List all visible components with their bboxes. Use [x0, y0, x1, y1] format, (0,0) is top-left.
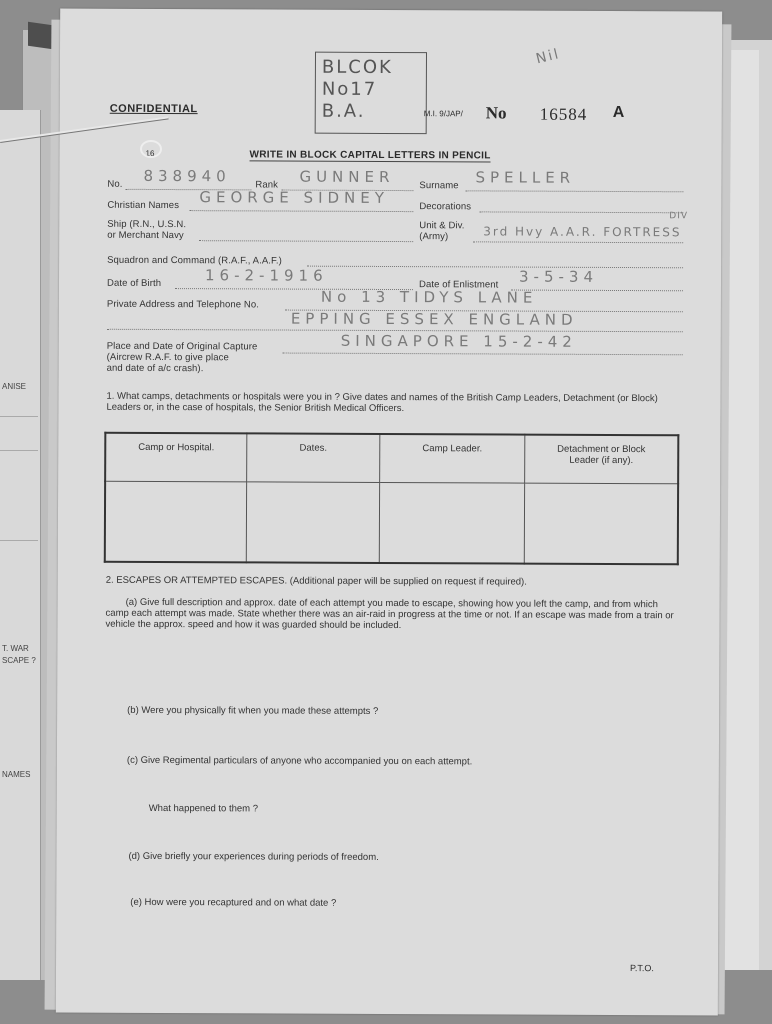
capture-label-3: and date of a/c crash).	[106, 362, 204, 375]
decorations-line	[479, 211, 683, 213]
question-2d: (d) Give briefly your experiences during periods of freedom.	[128, 850, 379, 863]
pto-label: P.T.O.	[629, 963, 654, 974]
address-line-2-value: EPPING ESSEX ENGLAND	[290, 309, 578, 329]
header-detachment-leader: Detachment or Block Leader (if any).	[525, 435, 679, 484]
rank-label: Rank	[255, 179, 279, 191]
left-sheet-text: T. WAR	[2, 644, 29, 653]
table-row	[105, 481, 678, 564]
service-number-value: 838940	[143, 166, 231, 186]
unit-label-2: (Army)	[419, 231, 449, 243]
question-2a: (a) Give full description and approx. date of each attempt you made to escape, showing how you left the camp, and from which camp each attempt was made. State whether there was an air-raid in progress at the time or not. If an escape was made from a train or vehicle the approx. speed and how it was guarded should be included.	[105, 596, 674, 632]
surname-label: Surname	[419, 180, 459, 192]
capture-line	[283, 353, 683, 356]
dob-label: Date of Birth	[106, 277, 162, 290]
instruction-heading: WRITE IN BLOCK CAPITAL LETTERS IN PENCIL	[249, 149, 491, 162]
block-stamp	[315, 52, 427, 134]
unit-value-2: DIV	[669, 211, 689, 222]
left-sheet-text: SCAPE ?	[2, 656, 36, 665]
stamp-line-1: BLCOK	[321, 56, 393, 79]
stamp-line-3: B.A.	[321, 100, 366, 122]
question-2c: (c) Give Regimental particulars of anyone who accompanied you on each attempt.	[126, 754, 473, 768]
question-2b: (b) Were you physically fit when you made these attempts ?	[127, 704, 379, 717]
camps-table	[104, 432, 680, 566]
margin-mark: 16	[145, 148, 155, 158]
serial-suffix: A	[612, 103, 625, 122]
rank-value: GUNNER	[299, 167, 395, 187]
left-sheet-text: ANISE	[2, 382, 27, 391]
surname-value: SPELLER	[475, 168, 576, 187]
ship-line	[199, 240, 413, 242]
unit-label-1: Unit & Div.	[419, 220, 465, 232]
address-label: Private Address and Telephone No.	[106, 298, 259, 311]
interrogation-form	[56, 9, 722, 1016]
question-2e: (e) How were you recaptured and on what date ?	[130, 896, 337, 909]
left-sheet-rule	[0, 450, 38, 451]
decorations-label: Decorations	[419, 201, 472, 213]
capture-value: SINGAPORE 15-2-42	[340, 331, 577, 351]
enlistment-label: Date of Enlistment	[418, 279, 499, 291]
christian-names-value: GEORGE SIDNEY	[199, 188, 389, 207]
capture-label-2: (Aircrew R.A.F. to give place	[106, 351, 229, 364]
left-underlying-sheet	[0, 110, 41, 980]
table-cell	[524, 483, 678, 564]
christian-names-label: Christian Names	[107, 199, 180, 212]
table-header-row	[105, 433, 678, 484]
squadron-line	[307, 266, 683, 269]
left-sheet-text: NAMES	[2, 770, 31, 779]
corner-mark: Nil	[534, 46, 562, 68]
number-label: No	[485, 103, 507, 123]
table-cell	[105, 481, 247, 562]
no-label: No.	[107, 178, 123, 190]
stamp-line-2: No17	[321, 78, 378, 100]
ship-label-1: Ship (R.N., U.S.N.	[107, 218, 187, 231]
treasury-tag-knot	[140, 140, 162, 158]
left-sheet-rule	[0, 416, 38, 417]
table-cell	[246, 482, 379, 563]
question-1-text: 1. What camps, detachments or hospitals were you in ? Give dates and names of the British Camp Leaders, Detachment (or Block) Leaders or, in the case of hospitals, the Senior British Medical Officers.	[106, 390, 658, 415]
question-2-title: 2. ESCAPES OR ATTEMPTED ESCAPES. (Additional paper will be supplied on request if required).	[105, 574, 527, 588]
unit-line	[473, 241, 683, 243]
left-sheet-rule	[0, 540, 38, 541]
dob-value: 16-2-1916	[204, 266, 328, 285]
surname-line	[465, 190, 683, 192]
squadron-label: Squadron and Command (R.A.F., A.A.F.)	[107, 254, 282, 267]
capture-label-1: Place and Date of Original Capture	[106, 340, 258, 353]
header-camp-leader: Camp Leader.	[380, 434, 525, 483]
serial-number: 16584	[539, 104, 588, 124]
unit-value: 3rd Hvy A.A.R. FORTRESS	[483, 224, 682, 240]
confidential-label: CONFIDENTIAL	[109, 102, 198, 116]
christian-names-line	[189, 210, 413, 212]
ship-label-2: or Merchant Navy	[107, 229, 184, 242]
mi-reference: M.I. 9/JAP/	[423, 109, 463, 119]
header-camp-or-hospital: Camp or Hospital.	[105, 433, 247, 482]
enlistment-value: 3-5-34	[518, 267, 599, 286]
address-line-1-value: No 13 TIDYS LANE	[320, 287, 538, 307]
table-cell	[379, 482, 524, 563]
question-2c-followup: What happened to them ?	[148, 802, 259, 815]
header-dates: Dates.	[247, 433, 380, 482]
